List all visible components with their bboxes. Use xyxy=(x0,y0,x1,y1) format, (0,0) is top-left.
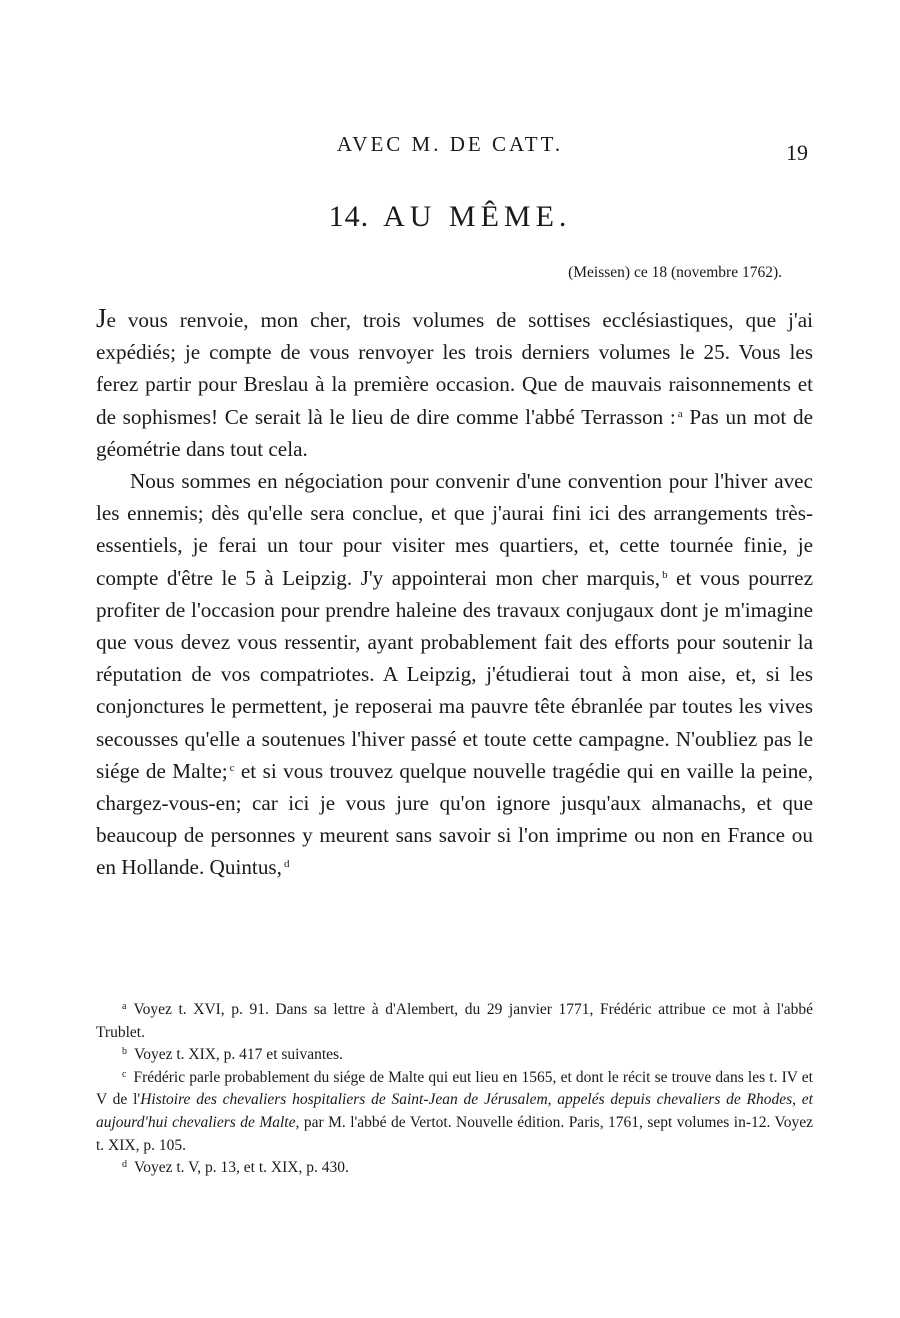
footnotes xyxy=(96,999,813,1180)
footnote-mark: c xyxy=(122,1068,127,1080)
footnote-c xyxy=(96,1067,813,1157)
footnote-ref-a: a xyxy=(677,407,683,420)
paragraph-2-text-c: et si vous trouvez quelque nouvelle tragédie qui en vaille la peine, chargez-vous-en; car ici je vous jure qu'on ignore jusqu'aux almanachs, et que beaucoup de personnes y meurent sans savoir si l'on imprime ou non en France ou en Hollande. Quintus, xyxy=(96,758,814,880)
letter-title: AU MÊME. xyxy=(383,200,572,233)
footnote-mark: a xyxy=(122,1001,127,1012)
footnote-text-continued: par M. l'abbé de Vertot. Nouvelle édition. Paris, 1761, sept volumes in-12. Voyez t. XIX, p. 105. xyxy=(96,1113,813,1154)
paragraph-2 xyxy=(96,465,813,884)
paragraph-1 xyxy=(96,302,813,465)
footnote-ref-b: b xyxy=(662,568,668,581)
footnote-mark: b xyxy=(122,1046,127,1058)
footnote-a xyxy=(96,999,813,1044)
drop-cap: J xyxy=(96,303,107,333)
running-head: AVEC M. DE CATT. xyxy=(336,132,564,156)
footnote-b xyxy=(96,1044,813,1067)
footnote-ref-c: c xyxy=(229,761,235,774)
footnote-text: Voyez t. V, p. 13, et t. XIX, p. 430. xyxy=(134,1159,349,1177)
letter-number: 14. xyxy=(328,200,370,233)
letter-heading xyxy=(0,200,900,234)
paragraph-2-text-b: et vous pourrez profiter de l'occasion pour prendre haleine des travaux conjugaux dont je m'imagine que vous devez vous ressentir, ayant probablement fait des efforts pour soutenir la réputation de vos compatriotes. A Leipzig, j'étudierai tout à mon aise, et, si les conjonctures le permettent, je reposerai ma pauvre tête ébranlée par toutes les vives secousses qu'elle a soutenues l'hiver passé et toute cette campagne. N'oubliez pas le siége de Malte; xyxy=(96,565,813,783)
page-number: 19 xyxy=(786,140,808,165)
footnote-text: Frédéric parle probablement du siége de Malte qui eut lieu en 1565, et dont le récit se trouve dans les t. IV et V de l' xyxy=(96,1068,813,1109)
footnote-text: Voyez t. XVI, p. 91. Dans sa lettre à d'Alembert, du 29 janvier 1771, Frédéric attribue ce mot à l'abbé Trublet. xyxy=(96,1001,813,1041)
footnote-text: Voyez t. XIX, p. 417 et suivantes. xyxy=(134,1046,343,1064)
letter-body xyxy=(96,302,813,884)
paragraph-1-text-a: e vous renvoie, mon cher, trois volumes de sottises ecclésiastiques, que j'ai expédiés; je compte de vous renvoyer les trois derniers volumes le 25. Vous les ferez partir pour Breslau à la première occasion. Que de mauvais raisonnements et de sophismes! Ce serait là le lieu de dire comme l'abbé Terrasson : xyxy=(96,308,813,429)
footnote-ref-d: d xyxy=(283,858,290,871)
footnote-d xyxy=(96,1157,813,1180)
paragraph-1-text-b: Pas un mot de géométrie dans tout cela. xyxy=(96,404,813,461)
letter-dateline: (Meissen) ce 18 (novembre 1762). xyxy=(568,264,782,281)
paragraph-2-text-a: Nous sommes en négociation pour convenir d'une convention pour l'hiver avec les ennemis; dès qu'elle sera conclue, et que j'aurai fini ici des arrangements très-essentiels, je ferai un tour pour visiter mes quartiers, et, cette tournée finie, je compte d'être le 5 à Leipzig. J'y appointerai mon cher marquis, xyxy=(96,469,813,590)
book-title-citation: Histoire des chevaliers hospitaliers de Saint-Jean de Jérusalem, appelés depuis chevaliers de Rhodes, et aujourd'hui chevaliers de Malte, xyxy=(96,1091,813,1131)
footnote-mark: d xyxy=(122,1159,127,1171)
